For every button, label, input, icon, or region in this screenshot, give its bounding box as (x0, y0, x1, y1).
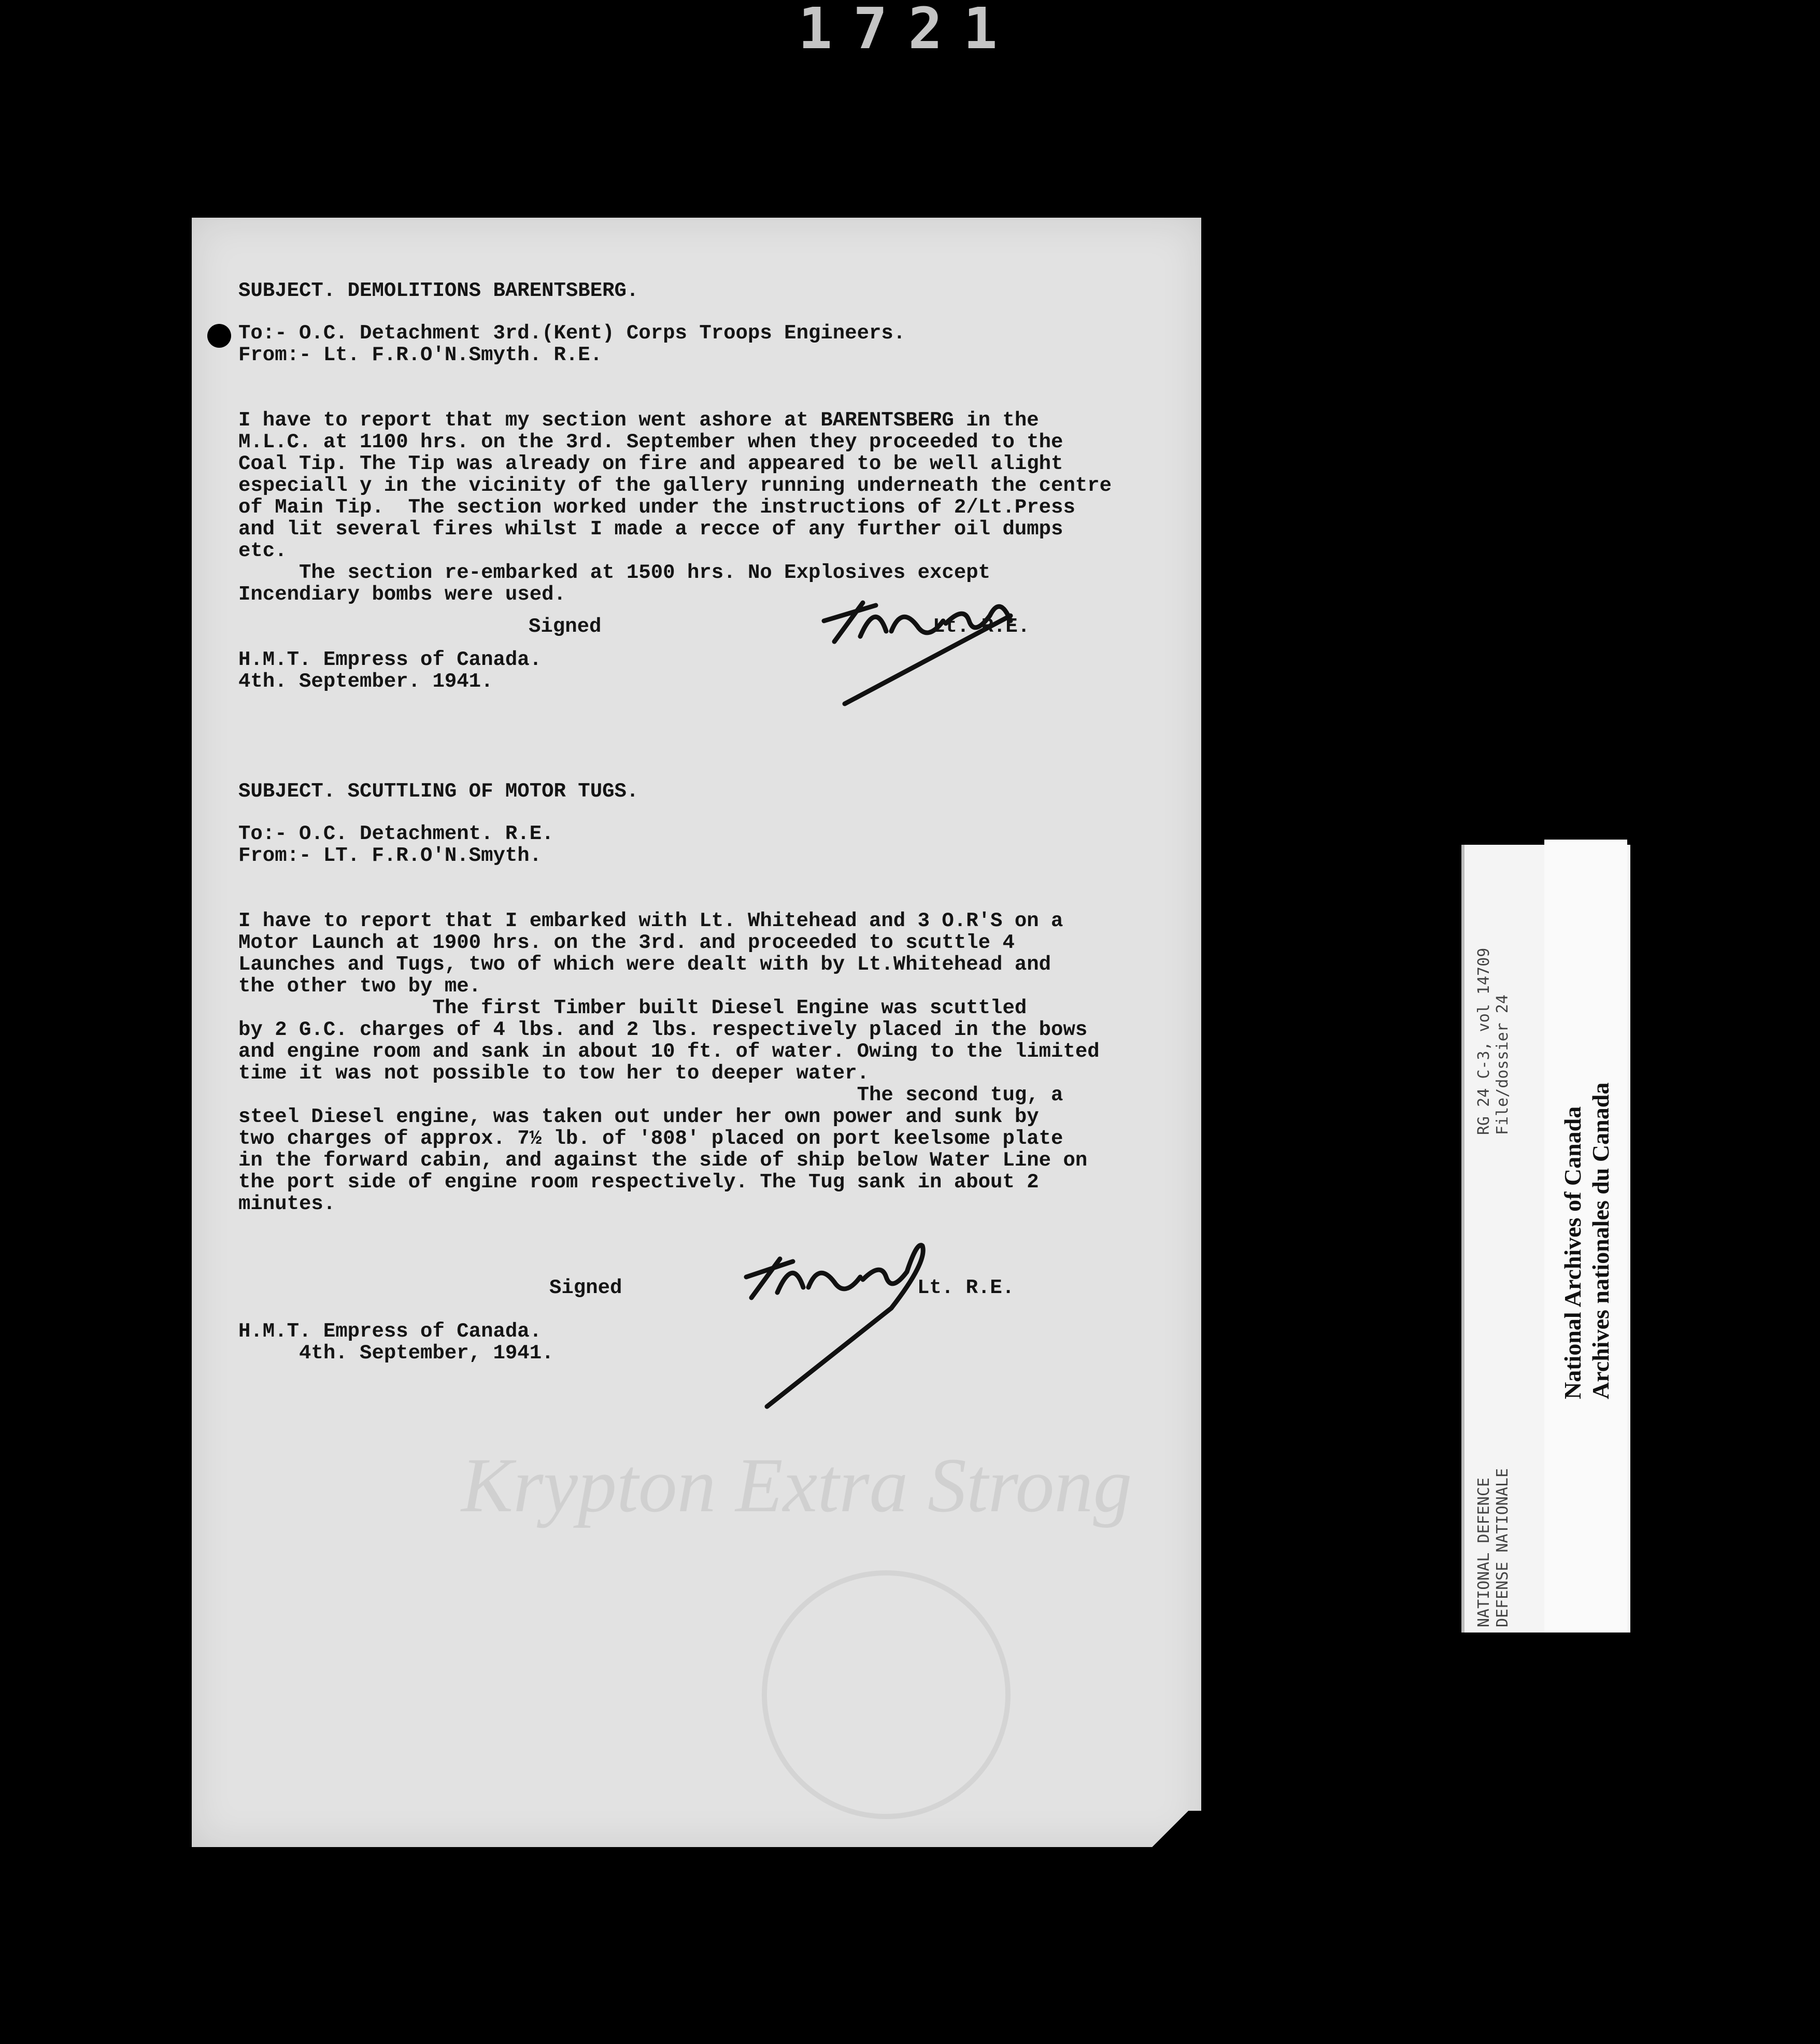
report1-line: and lit several fires whilst I made a recce of any further oil dumps (238, 518, 1063, 541)
dept-line1: NATIONAL DEFENCE (1475, 1478, 1493, 1627)
report1-to: To:- O.C. Detachment 3rd.(Kent) Corps Troops Engineers. (238, 322, 906, 345)
dept-line2: DEFENSE NATIONALE (1494, 1468, 1512, 1627)
report2-date: 4th. September, 1941. (238, 1342, 554, 1365)
archives-en: National Archives of Canada (1559, 1106, 1586, 1399)
report2-line: the port side of engine room respectively. The Tug sank in about 2 (238, 1171, 1039, 1194)
ref-line2: File/dossier 24 (1494, 995, 1512, 1135)
report2-handwritten-signature (736, 1230, 954, 1417)
report1-line: The section re-embarked at 1500 hrs. No Explosives except (238, 561, 991, 584)
report2-place: H.M.T. Empress of Canada. (238, 1320, 542, 1343)
report1-line: M.L.C. at 1100 hrs. on the 3rd. September when they proceeded to the (238, 431, 1063, 453)
report1-signed-suffix: Lt. R.E. (933, 615, 1030, 638)
report2-line: I have to report that I embarked with Lt. Whitehead and 3 O.R'S on a (238, 910, 1063, 932)
document-sheet (192, 218, 1201, 1847)
report2-line: steel Diesel engine, was taken out under her own power and sunk by (238, 1105, 1039, 1128)
report2-line: in the forward cabin, and against the side of ship below Water Line on (238, 1149, 1088, 1172)
report2-line: The first Timber built Diesel Engine was scuttled (238, 997, 1027, 1019)
frame-number: 1721 (798, 0, 1018, 62)
report1-place: H.M.T. Empress of Canada. (238, 648, 542, 671)
report1-line: Incendiary bombs were used. (238, 583, 566, 606)
report2-line: and engine room and sank in about 10 ft. of water. Owing to the limited (238, 1040, 1100, 1063)
report1-signed-label: Signed (529, 615, 602, 638)
report1-line: Coal Tip. The Tip was already on fire and appeared to be well alight (238, 452, 1063, 475)
report2-signed-suffix: Lt. R.E. (917, 1276, 1015, 1299)
report2-line: minutes. (238, 1193, 336, 1215)
report1-handwritten-signature (814, 574, 1052, 709)
report2-line: The second tug, a (238, 1084, 1063, 1106)
archive-label-tab (1544, 840, 1627, 1633)
report1-from: From:- Lt. F.R.O'N.Smyth. R.E. (238, 344, 603, 366)
report1-line: etc. (238, 540, 287, 562)
report2-signed-label: Signed (549, 1276, 622, 1299)
report1-subject: SUBJECT. DEMOLITIONS BARENTSBERG. (238, 279, 639, 302)
report1-signature-row (238, 605, 1182, 649)
punch-hole (207, 324, 231, 348)
report1-line: especiall y in the vicinity of the gallery running underneath the centre (238, 474, 1112, 497)
report2-signature-row (238, 1267, 1182, 1310)
report2-line: the other two by me. (238, 975, 481, 998)
ref-line1: RG 24 C-3, vol 14709 (1475, 947, 1493, 1135)
document-text (238, 280, 1182, 1364)
report2-line: Launches and Tugs, two of which were dealt with by Lt.Whitehead and (238, 953, 1051, 976)
paper-watermark: Krypton Extra Strong (461, 1442, 1132, 1528)
report2-line: by 2 G.C. charges of 4 lbs. and 2 lbs. respectively placed in the bows (238, 1018, 1088, 1041)
report2-line: time it was not possible to tow her to deeper water. (238, 1062, 869, 1085)
report2-line: Motor Launch at 1900 hrs. on the 3rd. and proceeded to scuttle 4 (238, 931, 1015, 954)
report2-line: two charges of approx. 7½ lb. of '808' placed on port keelsome plate (238, 1127, 1063, 1150)
report1-line: of Main Tip. The section worked under the instructions of 2/Lt.Press (238, 496, 1075, 519)
report1-date: 4th. September. 1941. (238, 670, 493, 693)
report2-subject: SUBJECT. SCUTTLING OF MOTOR TUGS. (238, 780, 639, 803)
report2-to: To:- O.C. Detachment. R.E. (238, 822, 554, 845)
report1-line: I have to report that my section went ashore at BARENTSBERG in the (238, 409, 1039, 432)
paper-embossed-seal (762, 1570, 1011, 1819)
archives-fr: Archives nationales du Canada (1587, 1082, 1614, 1399)
report2-from: From:- LT. F.R.O'N.Smyth. (238, 844, 542, 867)
